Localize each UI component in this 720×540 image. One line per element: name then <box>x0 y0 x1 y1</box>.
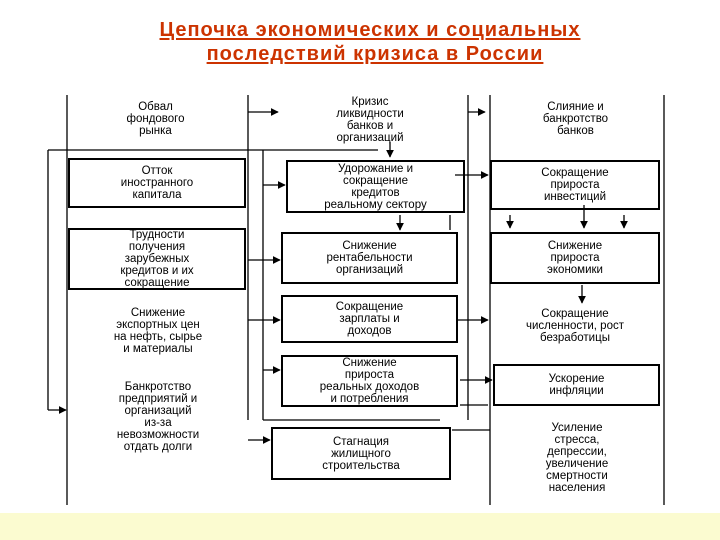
box-income-growth: Снижение прироста реальных доходов и потребления <box>281 355 458 407</box>
box-bank-mergers: Слияние и банкротство банков <box>542 101 609 137</box>
box-profitability: Снижение рентабельности организаций <box>281 232 458 284</box>
box-investment: Сокращение прироста инвестиций <box>490 160 660 210</box>
footer-bar <box>0 513 720 540</box>
box-export-prices: Снижение экспортных цен на нефть, сырье и материалы <box>113 306 203 355</box>
box-inflation: Ускорение инфляции <box>493 364 660 406</box>
page-title-line-2: последствий кризиса в России <box>206 43 544 65</box>
box-salary-cut: Сокращение зарплаты и доходов <box>281 295 458 343</box>
box-stress: Усиление стресса, депрессии, увеличение смертности населения <box>545 421 609 494</box>
box-credit-tightening: Удорожание и сокращение кредитов реальному сектору <box>286 160 465 213</box>
box-liquidity-crisis: Кризис ликвидности банков и организаций <box>336 96 404 144</box>
box-capital-outflow: Отток иностранного капитала <box>68 158 246 208</box>
box-foreign-credits: Трудности получения зарубежных кредитов и их сокращение <box>68 228 246 290</box>
box-bankruptcy: Банкротство предприятий и организаций из-за невозможности отдать долги <box>116 381 200 453</box>
box-unemployment: Сокращение численности, рост безработицы <box>525 308 624 344</box>
box-housing-stagnation: Стагнация жилищного строительства <box>271 427 451 480</box>
box-economy-growth: Снижение прироста экономики <box>490 232 660 284</box>
box-market-crash: Обвал фондового рынка <box>126 101 185 137</box>
page-title-line-1: Цепочка экономических и социальных <box>159 19 581 41</box>
